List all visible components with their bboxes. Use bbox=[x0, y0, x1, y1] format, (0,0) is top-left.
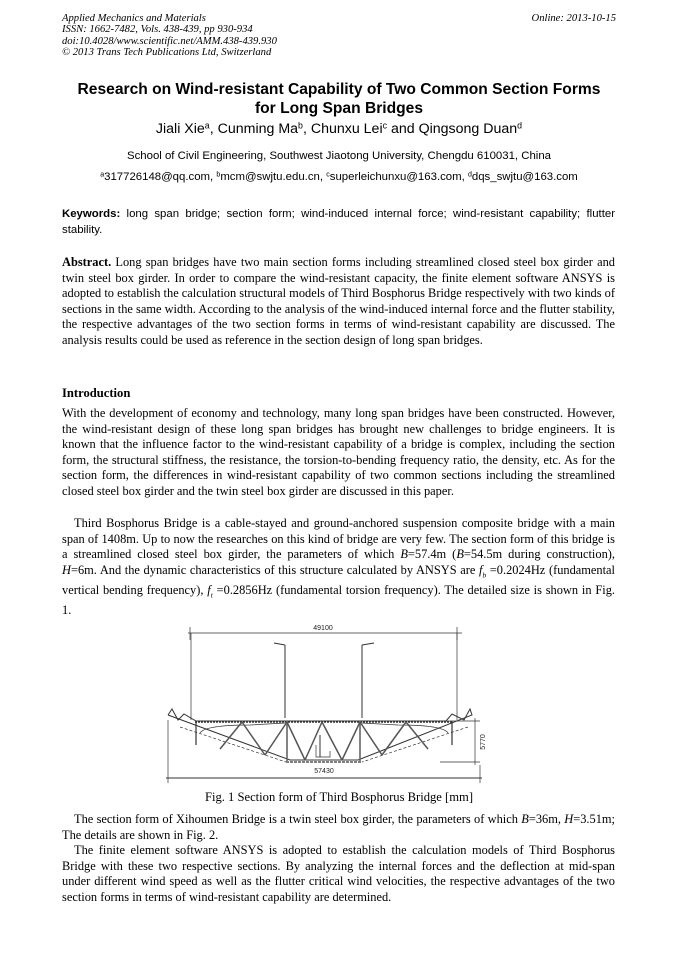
section-heading-introduction: Introduction bbox=[62, 386, 131, 400]
dim-label-height: 5770 bbox=[480, 734, 487, 750]
email-link[interactable]: dqs_swjtu@163.com bbox=[471, 171, 578, 183]
running-header bbox=[62, 13, 277, 59]
intro-paragraph-2: Third Bosphorus Bridge is a cable-stayed and ground-anchored suspension composite bridge with a main span of 1408m. Up to now the researches on this kind of bridge are very few. The section form of this bridge is a streamlined closed steel box girder, the parameters of which B=57.4m (B=54.5m during construction), H=6m. And the dynamic characteristics of this structure calculated by ANSYS are $f_b =0.2024Hz$ (fundamental vertical bending frequency), $f_t =0.2856Hz$ (fundamental torsion frequency). The detailed size is shown in Fig. 1. bbox=[62, 516, 615, 617]
author: Qingsong Duan$^d$ bbox=[418, 120, 523, 137]
intro-paragraph-1: With the development of economy and technology, many long span bridges have been constructed. However, the wind-resistant design of these long span bridges has brought new challenges to bridge engineers. It is known that the influence factor to the wind-resistant capability of a bridge is complex, including the section form, the structural stiffness, the resistance, the torsion-to-bending frequency ratio, the density, etc. As for the section form, the differences in wind-resistant capability of two common sections including the streamlined closed steel box girder and the twin steel box girder are discussed in this paper. bbox=[62, 406, 615, 498]
keywords-label: Keywords: bbox=[62, 208, 121, 220]
doi-line: doi:10.4028/www.scientific.net/AMM.438-439.930 bbox=[62, 35, 277, 47]
abstract-text: Long span bridges have two main section forms including streamlined closed steel box girder and twin steel box girder. In order to compare the wind-resistant capacity, the finite element software ANSYS is adopted to establish the calculation structural models of Third Bosphorus Bridge respectively with two kinds of sections in the same width. According to the analysis of the wind-induced internal force and the flutter stability, the respective advantages of the two section forms in terms of wind-resistant capability are discussed. The analysis results could be used as reference in the section design of long span bridges. bbox=[62, 255, 615, 347]
title-line-2: for Long Span Bridges bbox=[254, 100, 424, 117]
journal-name: Applied Mechanics and Materials bbox=[62, 13, 206, 24]
intro-paragraph-4: The finite element software ANSYS is adopted to establish the calculation models of Third Bosphorus Bridge with these two respective sections. By analyzing the internal forces and the deflection at mid-span under different wind speed as well as the flutter critical wind velocities, the respective advantages of the two section forms in terms of wind-resistant capability are determined. bbox=[62, 843, 615, 904]
figure-1-bridge-section bbox=[150, 615, 530, 790]
paper-title bbox=[40, 80, 638, 118]
bridge-section-drawing bbox=[150, 615, 530, 790]
title-line-1: Research on Wind-resistant Capability of Two Common Section Forms bbox=[77, 81, 601, 98]
keywords bbox=[62, 207, 615, 238]
online-date: Online: 2013-10-15 bbox=[531, 13, 616, 24]
issn-line: ISSN: 1662-7482, Vols. 438-439, pp 930-934 bbox=[62, 24, 253, 36]
email-link[interactable]: 317726148@qq.com bbox=[104, 171, 211, 183]
author: Chunxu Lei$^c$ bbox=[310, 120, 388, 137]
email-link[interactable]: superleichunxu@163.com bbox=[329, 171, 462, 183]
author: Jiali Xie$^a$ bbox=[155, 120, 210, 137]
intro-paragraph-3: The section form of Xihoumen Bridge is a twin steel box girder, the parameters of which B=36m, H=3.51m; The details are shown in Fig. 2. bbox=[62, 812, 615, 842]
author: Cunming Ma$^b$ bbox=[217, 120, 303, 137]
email-list: $^a$317726148@qq.com, $^b$mcm@swjtu.edu.cn, $^c$superleichunxu@163.com, $^d$dqs_swjtu@163.com bbox=[100, 171, 578, 183]
keywords-text: long span bridge; section form; wind-induced internal force; wind-resistant capability; flutter stability. bbox=[62, 208, 615, 236]
abstract-label: Abstract. bbox=[62, 255, 112, 269]
affiliation: School of Civil Engineering, Southwest Jiaotong University, Chengdu 610031, China bbox=[126, 150, 552, 162]
figure-1-caption: Fig. 1 Section form of Third Bosphorus Bridge [mm] bbox=[204, 790, 474, 804]
dim-label-bottom: 57430 bbox=[314, 768, 334, 775]
email-link[interactable]: mcm@swjtu.edu.cn bbox=[220, 171, 320, 183]
abstract bbox=[62, 255, 615, 348]
copyright-line: © 2013 Trans Tech Publications Ltd, Switzerland bbox=[62, 47, 272, 59]
dim-label-top: 49100 bbox=[313, 625, 333, 632]
author-list: Jiali Xie$^a$, Cunming Ma$^b$, Chunxu Lei$^c$ and Qingsong Duan$^d$ bbox=[155, 120, 523, 137]
